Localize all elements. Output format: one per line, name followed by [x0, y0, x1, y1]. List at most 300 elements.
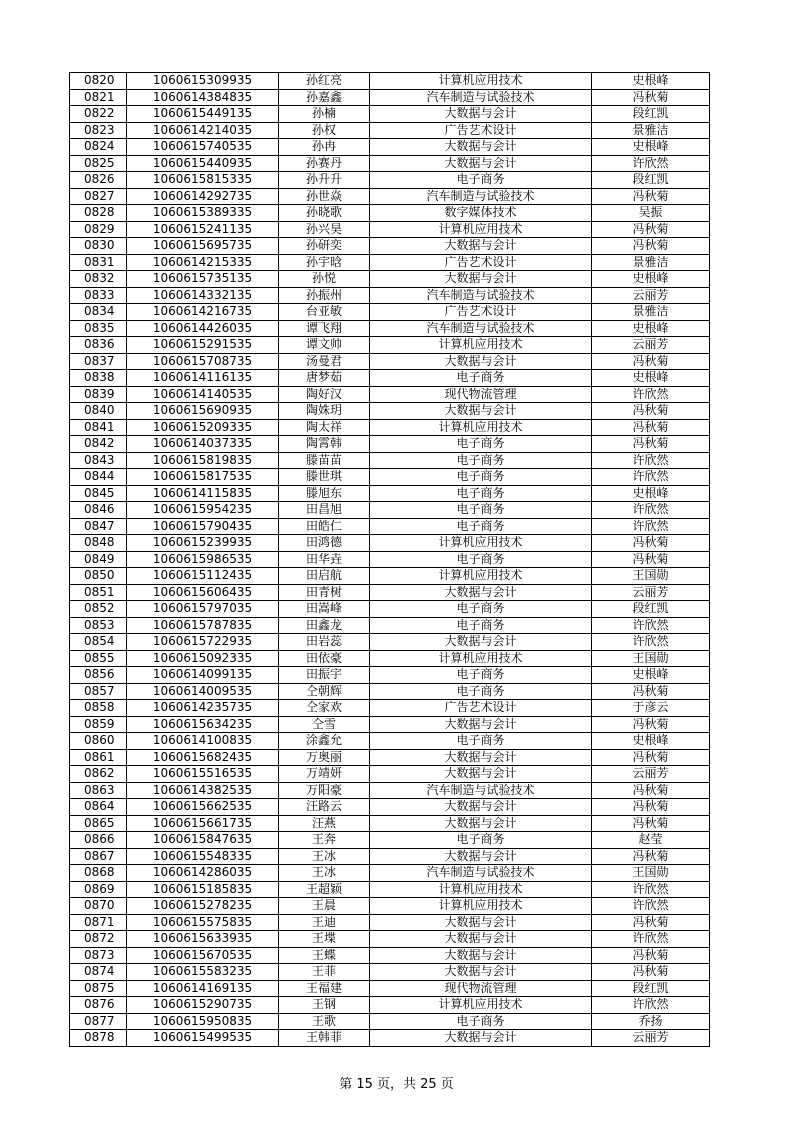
row-number-cell: 0847	[70, 518, 127, 535]
exam-number-cell: 1060614292735	[127, 188, 279, 205]
teacher-cell: 云丽芳	[592, 287, 710, 304]
row-number-cell: 0856	[70, 667, 127, 684]
exam-number-cell: 1060615278235	[127, 898, 279, 915]
student-name-cell: 田嵩峰	[279, 601, 370, 618]
student-name-cell: 田鸿德	[279, 535, 370, 552]
exam-number-cell: 1060615815335	[127, 172, 279, 189]
major-cell: 大数据与会计	[370, 106, 592, 123]
major-cell: 大数据与会计	[370, 931, 592, 948]
exam-number-cell: 1060615661735	[127, 815, 279, 832]
table-row	[70, 535, 710, 552]
row-number-cell: 0873	[70, 947, 127, 964]
major-cell: 大数据与会计	[370, 353, 592, 370]
row-number-cell: 0823	[70, 122, 127, 139]
teacher-cell: 冯秋菊	[592, 782, 710, 799]
row-number-cell: 0820	[70, 73, 127, 90]
row-number-cell: 0857	[70, 683, 127, 700]
table-row	[70, 766, 710, 783]
teacher-cell: 段红凯	[592, 172, 710, 189]
row-number-cell: 0836	[70, 337, 127, 354]
table-row	[70, 815, 710, 832]
student-name-cell: 王冰	[279, 848, 370, 865]
major-cell: 大数据与会计	[370, 271, 592, 288]
major-cell: 电子商务	[370, 370, 592, 387]
exam-number-cell: 1060615708735	[127, 353, 279, 370]
exam-number-cell: 1060614215335	[127, 254, 279, 271]
student-name-cell: 陶好汉	[279, 386, 370, 403]
exam-number-cell: 1060614169135	[127, 980, 279, 997]
teacher-cell: 云丽芳	[592, 766, 710, 783]
exam-number-cell: 1060615682435	[127, 749, 279, 766]
row-number-cell: 0838	[70, 370, 127, 387]
table-row	[70, 667, 710, 684]
exam-number-cell: 1060614115835	[127, 485, 279, 502]
major-cell: 汽车制造与试验技术	[370, 782, 592, 799]
row-number-cell: 0864	[70, 799, 127, 816]
major-cell: 汽车制造与试验技术	[370, 865, 592, 882]
exam-number-cell: 1060615239935	[127, 535, 279, 552]
table-row	[70, 617, 710, 634]
teacher-cell: 段红凯	[592, 601, 710, 618]
table-row	[70, 964, 710, 981]
exam-number-cell: 1060615740535	[127, 139, 279, 156]
teacher-cell: 冯秋菊	[592, 89, 710, 106]
student-name-cell: 王歌	[279, 1013, 370, 1030]
row-number-cell: 0842	[70, 436, 127, 453]
row-number-cell: 0854	[70, 634, 127, 651]
major-cell: 大数据与会计	[370, 716, 592, 733]
table-row	[70, 337, 710, 354]
major-cell: 汽车制造与试验技术	[370, 89, 592, 106]
table-row	[70, 287, 710, 304]
exam-number-cell: 1060614235735	[127, 700, 279, 717]
table-row	[70, 848, 710, 865]
table-row	[70, 106, 710, 123]
major-cell: 计算机应用技术	[370, 337, 592, 354]
row-number-cell: 0876	[70, 997, 127, 1014]
teacher-cell: 冯秋菊	[592, 749, 710, 766]
teacher-cell: 冯秋菊	[592, 436, 710, 453]
teacher-cell: 冯秋菊	[592, 799, 710, 816]
teacher-cell: 史根峰	[592, 733, 710, 750]
teacher-cell: 景雅洁	[592, 304, 710, 321]
student-name-cell: 仝雪	[279, 716, 370, 733]
teacher-cell: 段红凯	[592, 980, 710, 997]
table-row	[70, 320, 710, 337]
major-cell: 电子商务	[370, 1013, 592, 1030]
exam-number-cell: 1060615819835	[127, 452, 279, 469]
major-cell: 大数据与会计	[370, 964, 592, 981]
exam-number-cell: 1060614100835	[127, 733, 279, 750]
row-number-cell: 0827	[70, 188, 127, 205]
major-cell: 计算机应用技术	[370, 221, 592, 238]
row-number-cell: 0832	[70, 271, 127, 288]
table-row	[70, 947, 710, 964]
row-number-cell: 0830	[70, 238, 127, 255]
table-row	[70, 865, 710, 882]
table-row	[70, 634, 710, 651]
row-number-cell: 0824	[70, 139, 127, 156]
major-cell: 大数据与会计	[370, 238, 592, 255]
student-name-cell: 王冰	[279, 865, 370, 882]
student-name-cell: 王堞	[279, 931, 370, 948]
table-row	[70, 403, 710, 420]
major-cell: 数字媒体技术	[370, 205, 592, 222]
student-name-cell: 汤曼君	[279, 353, 370, 370]
major-cell: 电子商务	[370, 502, 592, 519]
table-row	[70, 436, 710, 453]
teacher-cell: 史根峰	[592, 73, 710, 90]
teacher-cell: 冯秋菊	[592, 221, 710, 238]
major-cell: 广告艺术设计	[370, 122, 592, 139]
row-number-cell: 0863	[70, 782, 127, 799]
exam-number-cell: 1060615185835	[127, 881, 279, 898]
exam-number-cell: 1060615950835	[127, 1013, 279, 1030]
teacher-cell: 冯秋菊	[592, 815, 710, 832]
exam-number-cell: 1060615817535	[127, 469, 279, 486]
student-name-cell: 孙晓歌	[279, 205, 370, 222]
table-row	[70, 353, 710, 370]
teacher-cell: 许欣然	[592, 502, 710, 519]
student-name-cell: 王迪	[279, 914, 370, 931]
row-number-cell: 0868	[70, 865, 127, 882]
student-name-cell: 田华垚	[279, 551, 370, 568]
major-cell: 大数据与会计	[370, 799, 592, 816]
exam-number-cell: 1060615722935	[127, 634, 279, 651]
teacher-cell: 许欣然	[592, 518, 710, 535]
teacher-cell: 许欣然	[592, 386, 710, 403]
student-name-cell: 王菲	[279, 964, 370, 981]
row-number-cell: 0835	[70, 320, 127, 337]
student-name-cell: 孙升升	[279, 172, 370, 189]
student-name-cell: 涂鑫允	[279, 733, 370, 750]
table-row	[70, 139, 710, 156]
table-row	[70, 254, 710, 271]
major-cell: 电子商务	[370, 683, 592, 700]
student-name-cell: 滕苗苗	[279, 452, 370, 469]
table-row	[70, 370, 710, 387]
major-cell: 广告艺术设计	[370, 700, 592, 717]
table-row	[70, 931, 710, 948]
major-cell: 计算机应用技术	[370, 419, 592, 436]
teacher-cell: 许欣然	[592, 452, 710, 469]
student-name-cell: 万阳豪	[279, 782, 370, 799]
major-cell: 广告艺术设计	[370, 254, 592, 271]
row-number-cell: 0852	[70, 601, 127, 618]
student-name-cell: 田鑫龙	[279, 617, 370, 634]
exam-number-cell: 1060615606435	[127, 584, 279, 601]
table-row	[70, 1013, 710, 1030]
table-row	[70, 452, 710, 469]
row-number-cell: 0871	[70, 914, 127, 931]
student-name-cell: 田启航	[279, 568, 370, 585]
major-cell: 电子商务	[370, 172, 592, 189]
teacher-cell: 史根峰	[592, 139, 710, 156]
teacher-cell: 王国勋	[592, 865, 710, 882]
exam-number-cell: 1060614140535	[127, 386, 279, 403]
teacher-cell: 冯秋菊	[592, 238, 710, 255]
exam-number-cell: 1060615092335	[127, 650, 279, 667]
table-row	[70, 73, 710, 90]
exam-number-cell: 1060615787835	[127, 617, 279, 634]
major-cell: 计算机应用技术	[370, 73, 592, 90]
teacher-cell: 许欣然	[592, 469, 710, 486]
student-name-cell: 汪路云	[279, 799, 370, 816]
teacher-cell: 云丽芳	[592, 1030, 710, 1047]
table-row	[70, 568, 710, 585]
student-table-body	[70, 73, 710, 1047]
teacher-cell: 史根峰	[592, 485, 710, 502]
exam-number-cell: 1060615309935	[127, 73, 279, 90]
row-number-cell: 0851	[70, 584, 127, 601]
major-cell: 广告艺术设计	[370, 304, 592, 321]
student-name-cell: 田振宇	[279, 667, 370, 684]
table-row	[70, 799, 710, 816]
student-name-cell: 仝朝辉	[279, 683, 370, 700]
teacher-cell: 许欣然	[592, 617, 710, 634]
table-row	[70, 898, 710, 915]
table-row	[70, 601, 710, 618]
table-row	[70, 172, 710, 189]
table-row	[70, 518, 710, 535]
table-row	[70, 205, 710, 222]
exam-number-cell: 1060615847635	[127, 832, 279, 849]
table-row	[70, 155, 710, 172]
student-name-cell: 田昌旭	[279, 502, 370, 519]
teacher-cell: 乔扬	[592, 1013, 710, 1030]
teacher-cell: 云丽芳	[592, 337, 710, 354]
exam-number-cell: 1060615633935	[127, 931, 279, 948]
major-cell: 电子商务	[370, 617, 592, 634]
row-number-cell: 0870	[70, 898, 127, 915]
major-cell: 电子商务	[370, 485, 592, 502]
table-row	[70, 980, 710, 997]
student-name-cell: 王蝶	[279, 947, 370, 964]
teacher-cell: 许欣然	[592, 898, 710, 915]
student-name-cell: 谭飞翔	[279, 320, 370, 337]
student-name-cell: 孙冉	[279, 139, 370, 156]
major-cell: 电子商务	[370, 469, 592, 486]
exam-number-cell: 1060615634235	[127, 716, 279, 733]
exam-number-cell: 1060615662535	[127, 799, 279, 816]
table-row	[70, 221, 710, 238]
major-cell: 电子商务	[370, 551, 592, 568]
row-number-cell: 0866	[70, 832, 127, 849]
major-cell: 电子商务	[370, 452, 592, 469]
teacher-cell: 许欣然	[592, 997, 710, 1014]
exam-number-cell: 1060614382535	[127, 782, 279, 799]
student-name-cell: 王钢	[279, 997, 370, 1014]
row-number-cell: 0834	[70, 304, 127, 321]
row-number-cell: 0844	[70, 469, 127, 486]
exam-number-cell: 1060614426035	[127, 320, 279, 337]
teacher-cell: 景雅洁	[592, 254, 710, 271]
teacher-cell: 冯秋菊	[592, 716, 710, 733]
major-cell: 大数据与会计	[370, 749, 592, 766]
row-number-cell: 0845	[70, 485, 127, 502]
student-name-cell: 田依豪	[279, 650, 370, 667]
teacher-cell: 吴振	[592, 205, 710, 222]
row-number-cell: 0859	[70, 716, 127, 733]
table-row	[70, 1030, 710, 1047]
table-row	[70, 700, 710, 717]
student-name-cell: 陶姝玥	[279, 403, 370, 420]
table-row	[70, 716, 710, 733]
major-cell: 现代物流管理	[370, 386, 592, 403]
table-row	[70, 485, 710, 502]
exam-number-cell: 1060615670535	[127, 947, 279, 964]
major-cell: 电子商务	[370, 518, 592, 535]
row-number-cell: 0831	[70, 254, 127, 271]
row-number-cell: 0828	[70, 205, 127, 222]
table-row	[70, 782, 710, 799]
teacher-cell: 史根峰	[592, 370, 710, 387]
major-cell: 电子商务	[370, 733, 592, 750]
exam-number-cell: 1060615575835	[127, 914, 279, 931]
major-cell: 计算机应用技术	[370, 881, 592, 898]
major-cell: 大数据与会计	[370, 403, 592, 420]
teacher-cell: 冯秋菊	[592, 964, 710, 981]
table-row	[70, 997, 710, 1014]
exam-number-cell: 1060614214035	[127, 122, 279, 139]
student-name-cell: 孙宇晗	[279, 254, 370, 271]
row-number-cell: 0840	[70, 403, 127, 420]
exam-number-cell: 1060614116135	[127, 370, 279, 387]
major-cell: 大数据与会计	[370, 634, 592, 651]
student-name-cell: 台亚敏	[279, 304, 370, 321]
row-number-cell: 0862	[70, 766, 127, 783]
exam-number-cell: 1060615291535	[127, 337, 279, 354]
exam-number-cell: 1060615735135	[127, 271, 279, 288]
teacher-cell: 冯秋菊	[592, 535, 710, 552]
row-number-cell: 0848	[70, 535, 127, 552]
row-number-cell: 0855	[70, 650, 127, 667]
student-name-cell: 孙振州	[279, 287, 370, 304]
teacher-cell: 史根峰	[592, 667, 710, 684]
student-name-cell: 王晨	[279, 898, 370, 915]
student-name-cell: 田青树	[279, 584, 370, 601]
student-name-cell: 田皓仁	[279, 518, 370, 535]
exam-number-cell: 1060615209335	[127, 419, 279, 436]
student-name-cell: 孙悦	[279, 271, 370, 288]
major-cell: 计算机应用技术	[370, 997, 592, 1014]
teacher-cell: 王国勋	[592, 568, 710, 585]
major-cell: 大数据与会计	[370, 584, 592, 601]
exam-number-cell: 1060614037335	[127, 436, 279, 453]
row-number-cell: 0869	[70, 881, 127, 898]
exam-number-cell: 1060615583235	[127, 964, 279, 981]
exam-number-cell: 1060614286035	[127, 865, 279, 882]
teacher-cell: 许欣然	[592, 881, 710, 898]
exam-number-cell: 1060615112435	[127, 568, 279, 585]
row-number-cell: 0875	[70, 980, 127, 997]
exam-number-cell: 1060615790435	[127, 518, 279, 535]
teacher-cell: 许欣然	[592, 155, 710, 172]
exam-number-cell: 1060614332135	[127, 287, 279, 304]
major-cell: 大数据与会计	[370, 1030, 592, 1047]
table-row	[70, 683, 710, 700]
teacher-cell: 冯秋菊	[592, 353, 710, 370]
student-name-cell: 陶太祥	[279, 419, 370, 436]
major-cell: 大数据与会计	[370, 914, 592, 931]
teacher-cell: 云丽芳	[592, 584, 710, 601]
exam-number-cell: 1060615290735	[127, 997, 279, 1014]
major-cell: 汽车制造与试验技术	[370, 287, 592, 304]
teacher-cell: 段红凯	[592, 106, 710, 123]
table-row	[70, 469, 710, 486]
major-cell: 计算机应用技术	[370, 568, 592, 585]
teacher-cell: 于彦云	[592, 700, 710, 717]
exam-number-cell: 1060615954235	[127, 502, 279, 519]
teacher-cell: 冯秋菊	[592, 188, 710, 205]
major-cell: 计算机应用技术	[370, 650, 592, 667]
major-cell: 现代物流管理	[370, 980, 592, 997]
exam-number-cell: 1060615695735	[127, 238, 279, 255]
student-name-cell: 滕旭东	[279, 485, 370, 502]
major-cell: 大数据与会计	[370, 815, 592, 832]
student-name-cell: 陶霄韩	[279, 436, 370, 453]
student-name-cell: 谭文帅	[279, 337, 370, 354]
major-cell: 计算机应用技术	[370, 898, 592, 915]
exam-number-cell: 1060615986535	[127, 551, 279, 568]
student-name-cell: 仝家欢	[279, 700, 370, 717]
student-name-cell: 滕世琪	[279, 469, 370, 486]
student-name-cell: 孙楠	[279, 106, 370, 123]
exam-number-cell: 1060615499535	[127, 1030, 279, 1047]
row-number-cell: 0849	[70, 551, 127, 568]
row-number-cell: 0822	[70, 106, 127, 123]
table-row	[70, 89, 710, 106]
table-row	[70, 749, 710, 766]
student-name-cell: 孙红亮	[279, 73, 370, 90]
table-row	[70, 551, 710, 568]
row-number-cell: 0865	[70, 815, 127, 832]
row-number-cell: 0860	[70, 733, 127, 750]
row-number-cell: 0872	[70, 931, 127, 948]
teacher-cell: 王国勋	[592, 650, 710, 667]
student-name-cell: 王福建	[279, 980, 370, 997]
teacher-cell: 史根峰	[592, 320, 710, 337]
table-row	[70, 502, 710, 519]
row-number-cell: 0837	[70, 353, 127, 370]
row-number-cell: 0821	[70, 89, 127, 106]
row-number-cell: 0878	[70, 1030, 127, 1047]
student-name-cell: 王奔	[279, 832, 370, 849]
major-cell: 大数据与会计	[370, 155, 592, 172]
row-number-cell: 0843	[70, 452, 127, 469]
teacher-cell: 赵莹	[592, 832, 710, 849]
student-name-cell: 万靖妍	[279, 766, 370, 783]
student-name-cell: 田岩蕊	[279, 634, 370, 651]
teacher-cell: 史根峰	[592, 271, 710, 288]
student-name-cell: 孙研奕	[279, 238, 370, 255]
major-cell: 大数据与会计	[370, 139, 592, 156]
exam-number-cell: 1060614099135	[127, 667, 279, 684]
teacher-cell: 冯秋菊	[592, 683, 710, 700]
table-row	[70, 122, 710, 139]
table-row	[70, 650, 710, 667]
student-name-cell: 孙世焱	[279, 188, 370, 205]
student-table	[69, 72, 710, 1047]
table-row	[70, 914, 710, 931]
teacher-cell: 景雅洁	[592, 122, 710, 139]
teacher-cell: 冯秋菊	[592, 848, 710, 865]
exam-number-cell: 1060615241135	[127, 221, 279, 238]
teacher-cell: 许欣然	[592, 931, 710, 948]
student-name-cell: 孙嘉鑫	[279, 89, 370, 106]
table-row	[70, 584, 710, 601]
table-row	[70, 881, 710, 898]
